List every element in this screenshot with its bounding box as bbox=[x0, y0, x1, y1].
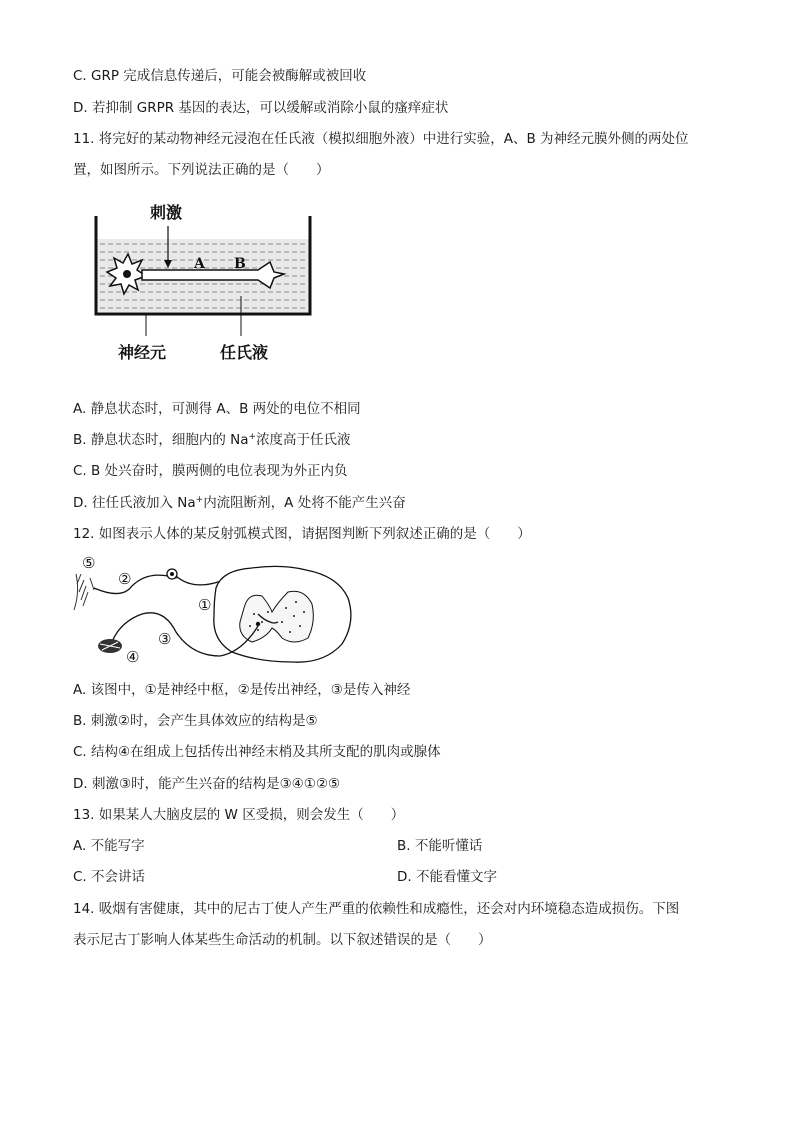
label-1: ① bbox=[198, 596, 212, 614]
q14-stem-line1: 14. 吸烟有害健康，其中的尼古丁使人产生严重的依赖性和成瘾性，还会对内环境稳态造成损伤。下图 bbox=[73, 901, 680, 917]
label-4: ④ bbox=[126, 648, 140, 666]
q13-option-d: D. 不能看懂文字 bbox=[397, 869, 497, 885]
q11-option-b: B. 静息状态时，细胞内的 Na+浓度高于任氏液 bbox=[73, 432, 351, 448]
q10-option-d: D. 若抑制 GRPR 基因的表达，可以缓解或消除小鼠的瘙痒症状 bbox=[73, 100, 449, 116]
reflex-arc-diagram bbox=[72, 552, 362, 668]
solution-label: 任氏液 bbox=[220, 343, 269, 362]
q13-option-b: B. 不能听懂话 bbox=[397, 838, 483, 854]
afferent-nerve bbox=[94, 575, 176, 593]
q14-stem-line2: 表示尼古丁影响人体某些生命活动的机制。以下叙述错误的是（ ） bbox=[73, 932, 492, 948]
neuron-label: 神经元 bbox=[118, 343, 167, 362]
q13-option-c: C. 不会讲话 bbox=[73, 869, 146, 885]
point-b-label: B bbox=[234, 256, 246, 272]
q11-option-c: C. B 处兴奋时，膜两侧的电位表现为外正内负 bbox=[73, 463, 348, 479]
point-a-label: A bbox=[194, 256, 205, 272]
receptor-skin bbox=[74, 574, 94, 610]
q11-option-d: D. 往任氏液加入 Na+内流阻断剂，A 处将不能产生兴奋 bbox=[73, 495, 406, 511]
q12-option-d: D. 刺激③时，能产生兴奋的结构是③④①②⑤ bbox=[73, 776, 341, 792]
q12-option-b: B. 刺激②时，会产生具体效应的结构是⑤ bbox=[73, 713, 318, 729]
q13-stem: 13. 如果某人大脑皮层的 W 区受损，则会发生（ ） bbox=[73, 807, 405, 823]
q12-stem: 12. 如图表示人体的某反射弧模式图，请据图判断下列叙述正确的是（ ） bbox=[73, 526, 531, 542]
q10-option-c: C. GRP 完成信息传递后，可能会被酶解或被回收 bbox=[73, 68, 367, 84]
neuron-bath-diagram bbox=[88, 196, 328, 368]
q13-option-a: A. 不能写字 bbox=[73, 838, 145, 854]
q11-stem-line1: 11. 将完好的某动物神经元浸泡在任氏液（模拟细胞外液）中进行实验，A、B 为神经元膜外侧的两处位 bbox=[73, 131, 689, 147]
ganglion-dot bbox=[170, 572, 174, 576]
q12-figure bbox=[72, 552, 362, 668]
label-5: ⑤ bbox=[82, 554, 96, 572]
q11-stem-line2: 置，如图所示。下列说法正确的是（ ） bbox=[73, 162, 330, 178]
q12-option-c: C. 结构④在组成上包括传出神经末梢及其所支配的肌肉或腺体 bbox=[73, 744, 441, 760]
q11-option-a: A. 静息状态时，可测得 A、B 两处的电位不相同 bbox=[73, 401, 361, 417]
q12-option-a: A. 该图中，①是神经中枢，②是传出神经，③是传入神经 bbox=[73, 682, 411, 698]
label-3: ③ bbox=[158, 630, 172, 648]
label-2: ② bbox=[118, 570, 132, 588]
interneuron-dot bbox=[256, 622, 260, 626]
neuron-nucleus bbox=[123, 270, 131, 278]
stimulus-label: 刺激 bbox=[150, 203, 183, 222]
q11-figure bbox=[88, 196, 328, 368]
